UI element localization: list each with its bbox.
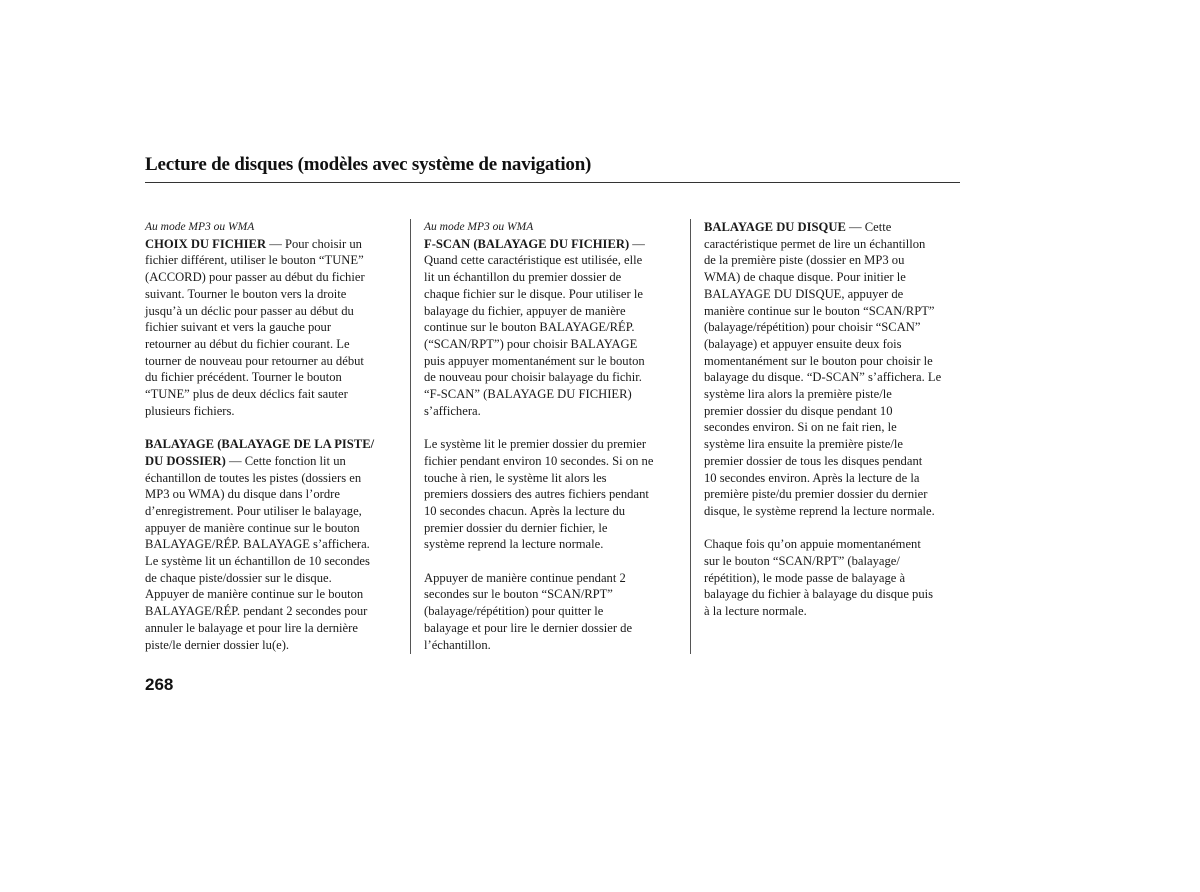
column-divider-1 bbox=[410, 219, 411, 654]
text-line: Appuyer de manière continue pendant 2 bbox=[424, 570, 626, 585]
text-line: (ACCORD) pour passer au début du fichier bbox=[145, 270, 365, 285]
text-line: premier dossier de tous les disques pendant bbox=[704, 453, 923, 468]
text-line: du fichier précédent. Tourner le bouton bbox=[145, 370, 342, 385]
text-line: (balayage/répétition) pour quitter le bbox=[424, 604, 604, 619]
fscan-heading: F-SCAN (BALAYAGE DU FICHIER) bbox=[424, 236, 630, 251]
column-right bbox=[704, 219, 962, 620]
text-line: touche à rien, le système lit alors les bbox=[424, 470, 607, 485]
fscan-paragraph-3 bbox=[424, 570, 682, 654]
text-line: secondes environ. Si on ne fait rien, le bbox=[704, 420, 897, 435]
text-line: lit un échantillon du premier dossier de bbox=[424, 270, 622, 285]
text-line: 10 secondes environ. Après la lecture de la bbox=[704, 470, 920, 485]
paragraph-gap bbox=[145, 419, 403, 436]
text-line: annuler le balayage et pour lire la dernière bbox=[145, 620, 358, 635]
text-line: Chaque fois qu’on appuie momentanément bbox=[704, 537, 921, 552]
text-line: fichier différent, utiliser le bouton “TUNE” bbox=[145, 253, 364, 268]
text-line: premiers dossiers des autres fichiers pendant bbox=[424, 487, 649, 502]
text-line: jusqu’à un déclic pour passer au début du bbox=[145, 303, 354, 318]
fscan-dash: — bbox=[629, 236, 645, 251]
fscan-heading-line bbox=[424, 236, 682, 253]
text-line: échantillon de toutes les pistes (dossiers en bbox=[145, 470, 362, 485]
text-line: répétition), le mode passe de balayage à bbox=[704, 570, 906, 585]
dscan-paragraph-1 bbox=[704, 236, 962, 520]
text-line: balayage du disque. “D-SCAN” s’affichera. Le bbox=[704, 370, 942, 385]
balayage-heading-line-2 bbox=[145, 453, 403, 470]
text-line: balayage et pour lire le dernier dossier de bbox=[424, 620, 633, 635]
page-number: 268 bbox=[145, 675, 174, 694]
text-line: continue sur le bouton BALAYAGE/RÉP. bbox=[424, 320, 635, 335]
text-line: d’enregistrement. Pour utiliser le balayage, bbox=[145, 503, 362, 518]
text-line: sur le bouton “SCAN/RPT” (balayage/ bbox=[704, 554, 900, 569]
text-line: BALAYAGE/RÉP. pendant 2 secondes pour bbox=[145, 604, 368, 619]
text-line: disque, le système reprend la lecture normale. bbox=[704, 503, 935, 518]
text-line: chaque fichier sur le disque. Pour utiliser le bbox=[424, 286, 643, 301]
text-line: momentanément sur le bouton pour choisir le bbox=[704, 353, 933, 368]
text-line: 10 secondes chacun. Après la lecture du bbox=[424, 503, 626, 518]
text-line: Appuyer de manière continue sur le bouton bbox=[145, 587, 364, 602]
text-line: l’échantillon. bbox=[424, 637, 491, 652]
text-line: à la lecture normale. bbox=[704, 604, 807, 619]
text-line: “F-SCAN” (BALAYAGE DU FICHIER) bbox=[424, 387, 632, 402]
fscan-paragraph-2 bbox=[424, 436, 682, 553]
text-line: manière continue sur le bouton “SCAN/RPT” bbox=[704, 303, 935, 318]
text-line: caractéristique permet de lire un échantillon bbox=[704, 236, 926, 251]
text-line: Le système lit le premier dossier du premier bbox=[424, 437, 647, 452]
mode-caption: Au mode MP3 ou WMA bbox=[424, 221, 534, 233]
choix-heading: CHOIX DU FICHIER bbox=[145, 236, 267, 251]
dscan-heading-line bbox=[704, 219, 962, 236]
paragraph-gap bbox=[424, 553, 682, 570]
text-line: balayage du fichier, appuyer de manière bbox=[424, 303, 626, 318]
text-line: tourner de nouveau pour retourner au début bbox=[145, 353, 364, 368]
text-line: Le système lit un échantillon de 10 secondes bbox=[145, 554, 370, 569]
paragraph-gap bbox=[424, 419, 682, 436]
title-rule bbox=[145, 182, 960, 183]
text-line: premier dossier du disque pendant 10 bbox=[704, 403, 893, 418]
choix-paragraph bbox=[145, 252, 403, 419]
text-line: puis appuyer momentanément sur le bouton bbox=[424, 353, 645, 368]
mode-caption: Au mode MP3 ou WMA bbox=[145, 221, 255, 233]
column-middle bbox=[424, 219, 682, 653]
column-left bbox=[145, 219, 403, 653]
text-line: retourner au début du fichier courant. Le bbox=[145, 336, 350, 351]
column-divider-2 bbox=[690, 219, 691, 654]
fscan-paragraph-1 bbox=[424, 252, 682, 419]
paragraph-gap bbox=[704, 520, 962, 537]
text-line: fichier pendant environ 10 secondes. Si on ne bbox=[424, 453, 654, 468]
text-line: WMA) de chaque disque. Pour initier le bbox=[704, 270, 906, 285]
text-line: suivant. Tourner le bouton vers la droite bbox=[145, 286, 347, 301]
choix-text-first: — Pour choisir un bbox=[266, 236, 362, 251]
text-line: système lira ensuite la première piste/le bbox=[704, 437, 903, 452]
dscan-paragraph-2 bbox=[704, 536, 962, 620]
text-line: BALAYAGE DU DISQUE, appuyer de bbox=[704, 286, 904, 301]
text-line: de la première piste (dossier en MP3 ou bbox=[704, 253, 905, 268]
text-line: de nouveau pour choisir balayage du fichir. bbox=[424, 370, 642, 385]
text-line: système lira alors la première piste/le bbox=[704, 387, 892, 402]
text-line: secondes sur le bouton “SCAN/RPT” bbox=[424, 587, 613, 602]
balayage-text-first: — Cette fonction lit un bbox=[225, 453, 346, 468]
text-line: (balayage/répétition) pour choisir “SCAN” bbox=[704, 320, 921, 335]
section-title: Lecture de disques (modèles avec système de navigation) bbox=[145, 154, 592, 175]
text-line: Quand cette caractéristique est utilisée, elle bbox=[424, 253, 643, 268]
balayage-paragraph bbox=[145, 470, 403, 654]
balayage-heading: DU DOSSIER) bbox=[145, 453, 226, 468]
text-line: système reprend la lecture normale. bbox=[424, 537, 604, 552]
text-line: “TUNE” plus de deux déclics fait sauter bbox=[145, 387, 348, 402]
text-line: de chaque piste/dossier sur le disque. bbox=[145, 570, 332, 585]
text-line: (“SCAN/RPT”) pour choisir BALAYAGE bbox=[424, 336, 638, 351]
dscan-text-first: — Cette bbox=[845, 220, 892, 234]
text-line: premier dossier du dernier fichier, le bbox=[424, 520, 608, 535]
text-line: MP3 ou WMA) du disque dans l’ordre bbox=[145, 487, 340, 502]
text-line: piste/le dernier dossier lu(e). bbox=[145, 637, 290, 652]
text-line: fichier suivant et vers la gauche pour bbox=[145, 320, 332, 335]
text-line: balayage du fichier à balayage du disque puis bbox=[704, 587, 934, 602]
text-line: (balayage) et appuyer ensuite deux fois bbox=[704, 336, 902, 351]
text-line: appuyer de manière continue sur le bouton bbox=[145, 520, 360, 535]
balayage-heading-line-1: BALAYAGE (BALAYAGE DE LA PISTE/ bbox=[145, 437, 375, 452]
text-line: première piste/du premier dossier du dernier bbox=[704, 487, 928, 502]
choix-heading-line bbox=[145, 236, 403, 253]
text-line: plusieurs fichiers. bbox=[145, 403, 235, 418]
text-line: BALAYAGE/RÉP. BALAYAGE s’affichera. bbox=[145, 537, 370, 552]
dscan-heading: BALAYAGE DU DISQUE bbox=[704, 220, 846, 234]
text-line: s’affichera. bbox=[424, 403, 481, 418]
